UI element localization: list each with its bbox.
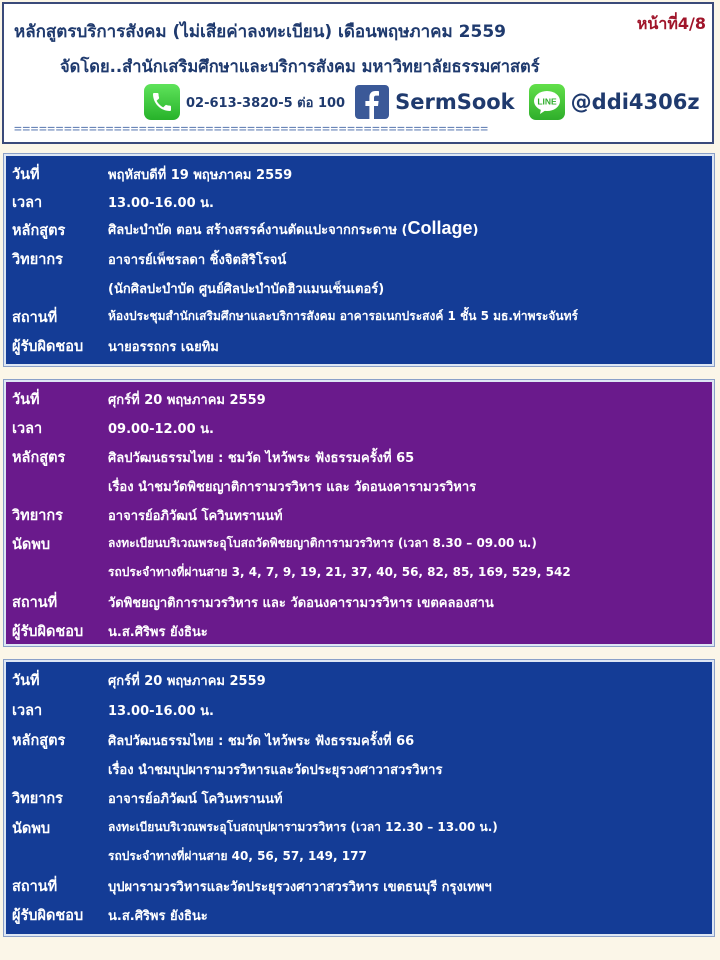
value-date: พฤหัสบดีที่ 19 พฤษภาคม 2559 — [108, 168, 293, 183]
label-meeting: นัดพบ — [12, 537, 51, 553]
value-course-thai: ศิลปะบำบัด ตอน สร้างสรรค์งานตัดแปะจากกระดาษ ( — [108, 223, 408, 238]
value-venue: บุปผารามวรวิหารและวัดประยุรวงศาวาสวรวิหาร เขตธนบุรี กรุงเทพฯ — [108, 880, 492, 895]
value-time: 09.00-12.00 น. — [108, 422, 214, 437]
contact-bar — [144, 82, 708, 122]
value-coordinator: น.ส.ศิริพร ยังธินะ — [108, 625, 208, 640]
row-course — [6, 446, 712, 474]
row-meeting — [6, 533, 712, 561]
header-box — [2, 2, 714, 144]
value-coordinator: นายอรรถกร เฉยทิม — [108, 340, 219, 355]
row-time — [6, 699, 712, 727]
label-meeting: นัดพบ — [12, 821, 51, 837]
value-time: 13.00-16.00 น. — [108, 196, 214, 211]
value-venue: ห้องประชุมสำนักเสริมศึกษาและบริการสังคม อาคารอเนกประสงค์ 1 ชั้น 5 มธ.ท่าพระจันทร์ — [108, 309, 578, 323]
divider-line: ========================================================= — [14, 122, 489, 137]
value-speaker: อาจารย์อภิวัฒน์ โควินทรานนท์ — [108, 509, 283, 524]
label-course: หลักสูตร — [12, 733, 66, 749]
value-speaker-note: (นักศิลปะบำบัด ศูนย์ศิลปะบำบัดฮิวแมนเซ็นเตอร์) — [108, 282, 385, 297]
label-time: เวลา — [12, 703, 43, 719]
label-venue: สถานที่ — [12, 595, 58, 611]
label-course: หลักสูตร — [12, 223, 66, 239]
row-course — [6, 219, 712, 247]
row-coordinator — [6, 620, 712, 648]
label-date: วันที่ — [12, 673, 40, 689]
row-speaker — [6, 504, 712, 532]
label-venue: สถานที่ — [12, 310, 58, 326]
value-venue: วัดพิชยญาติการามวรวิหาร และ วัดอนงคารามวรวิหาร เขตคลองสาน — [108, 596, 494, 611]
organizer-line: จัดโดย..สำนักเสริมศึกษาและบริการสังคม มหาวิทยาลัยธรรมศาสตร์ — [60, 57, 540, 76]
label-course: หลักสูตร — [12, 450, 66, 466]
page-number-label: หน้าที่4/8 — [636, 14, 706, 33]
label-date: วันที่ — [12, 392, 40, 408]
label-time: เวลา — [12, 195, 43, 211]
row-course-topic — [6, 475, 712, 503]
label-date: วันที่ — [12, 167, 40, 183]
row-coordinator — [6, 335, 712, 363]
facebook-icon — [355, 85, 389, 119]
line-badge-text: LINE — [536, 96, 557, 107]
row-time — [6, 417, 712, 445]
value-course: ศิลปวัฒนธรรมไทย : ชมวัด ไหว้พระ ฟังธรรมครั้งที่ 66 — [108, 734, 415, 749]
label-coordinator: ผู้รับผิดชอบ — [12, 624, 84, 640]
value-date: ศุกร์ที่ 20 พฤษภาคม 2559 — [108, 674, 266, 689]
value-course-topic: เรื่อง นำชมวัดพิชยญาติการามวรวิหาร และ วัดอนงคารามวรวิหาร — [108, 480, 477, 495]
row-course — [6, 729, 712, 757]
value-coordinator: น.ส.ศิริพร ยังธินะ — [108, 909, 208, 924]
label-speaker: วิทยากร — [12, 252, 63, 268]
value-bus: รถประจำทางที่ผ่านสาย 3, 4, 7, 9, 19, 21, 37, 40, 56, 82, 85, 169, 529, 542 — [108, 565, 571, 579]
row-date — [6, 163, 712, 191]
row-venue — [6, 875, 712, 903]
value-speaker: อาจารย์อภิวัฒน์ โควินทรานนท์ — [108, 792, 283, 807]
row-coordinator — [6, 904, 712, 932]
value-course-latin: Collage — [407, 218, 473, 238]
facebook-name: SermSook — [395, 90, 515, 114]
value-date: ศุกร์ที่ 20 พฤษภาคม 2559 — [108, 393, 266, 408]
row-meeting — [6, 817, 712, 845]
value-time: 13.00-16.00 น. — [108, 704, 214, 719]
course-panel-3 — [4, 660, 714, 936]
phone-icon — [144, 84, 180, 120]
line-icon — [529, 84, 565, 120]
row-venue — [6, 591, 712, 619]
value-speaker: อาจารย์เพ็ชรลดา ชิ้งจิตสิริโรจน์ — [108, 253, 287, 268]
label-time: เวลา — [12, 421, 43, 437]
value-course: ศิลปวัฒนธรรมไทย : ชมวัด ไหว้พระ ฟังธรรมครั้งที่ 65 — [108, 451, 415, 466]
row-bus — [6, 846, 712, 874]
line-id: @ddi4306z — [570, 90, 700, 114]
value-course-tail: ) — [472, 223, 479, 238]
row-speaker — [6, 787, 712, 815]
course-panel-1 — [4, 154, 714, 366]
row-speaker-note — [6, 277, 712, 305]
row-speaker — [6, 248, 712, 276]
value-meeting: ลงทะเบียนบริเวณพระอุโบสถวัดพิชยญาติการามวรวิหาร (เวลา 8.30 – 09.00 น.) — [108, 536, 537, 550]
label-coordinator: ผู้รับผิดชอบ — [12, 339, 84, 355]
label-speaker: วิทยากร — [12, 508, 63, 524]
course-panel-2 — [4, 380, 714, 646]
value-meeting: ลงทะเบียนบริเวณพระอุโบสถบุปผารามวรวิหาร (เวลา 12.30 – 13.00 น.) — [108, 820, 498, 834]
label-venue: สถานที่ — [12, 879, 58, 895]
row-course-topic — [6, 758, 712, 786]
value-course — [108, 218, 478, 240]
value-bus: รถประจำทางที่ผ่านสาย 40, 56, 57, 149, 177 — [108, 849, 367, 863]
row-date — [6, 388, 712, 416]
page-title: หลักสูตรบริการสังคม (ไม่เสียค่าลงทะเบียน) เดือนพฤษภาคม 2559 — [14, 22, 506, 42]
value-course-topic: เรื่อง นำชมบุปผารามวรวิหารและวัดประยุรวงศาวาสวรวิหาร — [108, 763, 443, 778]
phone-number: 02-613-3820-5 ต่อ 100 — [186, 95, 346, 111]
row-venue — [6, 306, 712, 334]
row-date — [6, 669, 712, 697]
row-time — [6, 191, 712, 219]
label-speaker: วิทยากร — [12, 791, 63, 807]
row-bus — [6, 562, 712, 590]
label-coordinator: ผู้รับผิดชอบ — [12, 908, 84, 924]
